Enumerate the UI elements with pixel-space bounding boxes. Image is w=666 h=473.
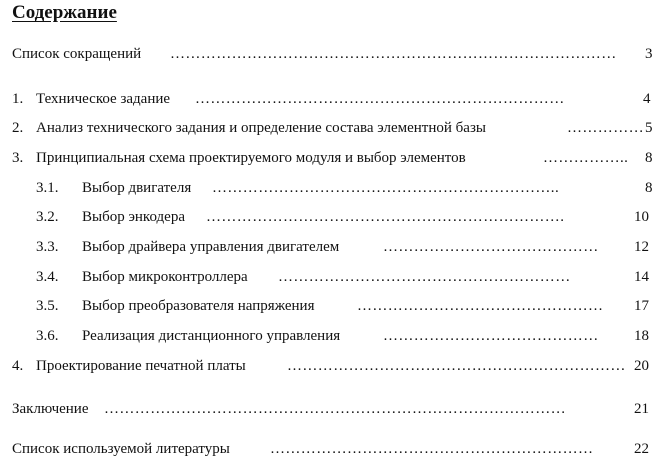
toc-dot-leader: ………………………………………………………….. — [212, 180, 560, 196]
toc-entry-title: Реализация дистанционного управления — [82, 328, 341, 344]
toc-page-number: 8 — [645, 150, 653, 166]
toc-page-number: 5 — [645, 120, 653, 136]
toc-dot-leader: …………………………………… — [383, 239, 599, 255]
toc-entry-title: Заключение — [12, 401, 89, 417]
toc-dot-leader: ……………………………………………………… — [270, 441, 594, 457]
toc-entry-number: 2. — [12, 120, 24, 136]
toc-page-number: 3 — [645, 46, 653, 62]
toc-entry[interactable] — [0, 326, 666, 346]
toc-page-number: 22 — [634, 441, 649, 457]
toc-entry-title: Принципиальная схема проектируемого модуля и выбор элементов — [36, 150, 466, 166]
toc-dot-leader: ………………………………………… — [357, 298, 604, 314]
toc-entry-number: 3.4. — [36, 269, 59, 285]
toc-entry-number: 3.2. — [36, 209, 59, 225]
toc-page-number: 12 — [634, 239, 649, 255]
toc-dot-leader: …………………………………… — [383, 328, 599, 344]
toc-entry[interactable] — [0, 89, 666, 109]
toc-entry[interactable] — [0, 439, 666, 459]
toc-entry-title: Выбор микроконтроллера — [82, 269, 248, 285]
toc-entry[interactable] — [0, 237, 666, 257]
toc-dot-leader: …………….. — [543, 150, 629, 166]
toc-page-number: 4 — [643, 91, 651, 107]
toc-entry-number: 3.3. — [36, 239, 59, 255]
toc-page-number: 8 — [645, 180, 653, 196]
toc-entry-title: Список используемой литературы — [12, 441, 230, 457]
toc-entry-number: 3.6. — [36, 328, 59, 344]
toc-entry-title: Проектирование печатной платы — [36, 358, 246, 374]
toc-entry-number: 3.1. — [36, 180, 59, 196]
toc-entry[interactable] — [0, 356, 666, 376]
toc-entry-title: Техническое задание — [36, 91, 171, 107]
toc-entry-title: Анализ технического задания и определение состава элементной базы — [36, 120, 486, 136]
toc-dot-leader: ………………………………………………………… — [287, 358, 626, 374]
toc-entry[interactable] — [0, 148, 666, 168]
toc-entry-number: 1. — [12, 91, 24, 107]
toc-entry[interactable] — [0, 44, 666, 64]
toc-entry-title: Выбор двигателя — [82, 180, 192, 196]
toc-entry-title: Выбор драйвера управления двигателем — [82, 239, 340, 255]
toc-dot-leader: ……………………………………………………………………………… — [104, 401, 566, 417]
toc-page-number: 17 — [634, 298, 649, 314]
toc-entry-number: 4. — [12, 358, 24, 374]
toc-dot-leader: …………… — [567, 120, 644, 136]
toc-page-number: 18 — [634, 328, 649, 344]
toc-page-number: 20 — [634, 358, 649, 374]
toc-dot-leader: ……………………………………………………………. — [206, 209, 565, 225]
toc-entry-title: Выбор энкодера — [82, 209, 185, 225]
toc-dot-leader: …………………………………………………………………………… — [170, 46, 617, 62]
toc-entry-number: 3. — [12, 150, 24, 166]
toc-entry-title: Список сокращений — [12, 46, 142, 62]
toc-entry[interactable] — [0, 178, 666, 198]
toc-entry-title: Выбор преобразователя напряжения — [82, 298, 315, 314]
toc-dot-leader: ……………………………………………………………… — [195, 91, 565, 107]
toc-entry[interactable] — [0, 296, 666, 316]
toc-entry[interactable] — [0, 207, 666, 227]
toc-page-number: 10 — [634, 209, 649, 225]
toc-page-number: 14 — [634, 269, 649, 285]
toc-entry[interactable] — [0, 118, 666, 138]
page-title: Содержание — [12, 2, 117, 23]
toc-dot-leader: ………………………………………………… — [278, 269, 571, 285]
toc-page-number: 21 — [634, 401, 649, 417]
toc-entry-number: 3.5. — [36, 298, 59, 314]
toc-entry[interactable] — [0, 267, 666, 287]
toc-entry[interactable] — [0, 399, 666, 419]
